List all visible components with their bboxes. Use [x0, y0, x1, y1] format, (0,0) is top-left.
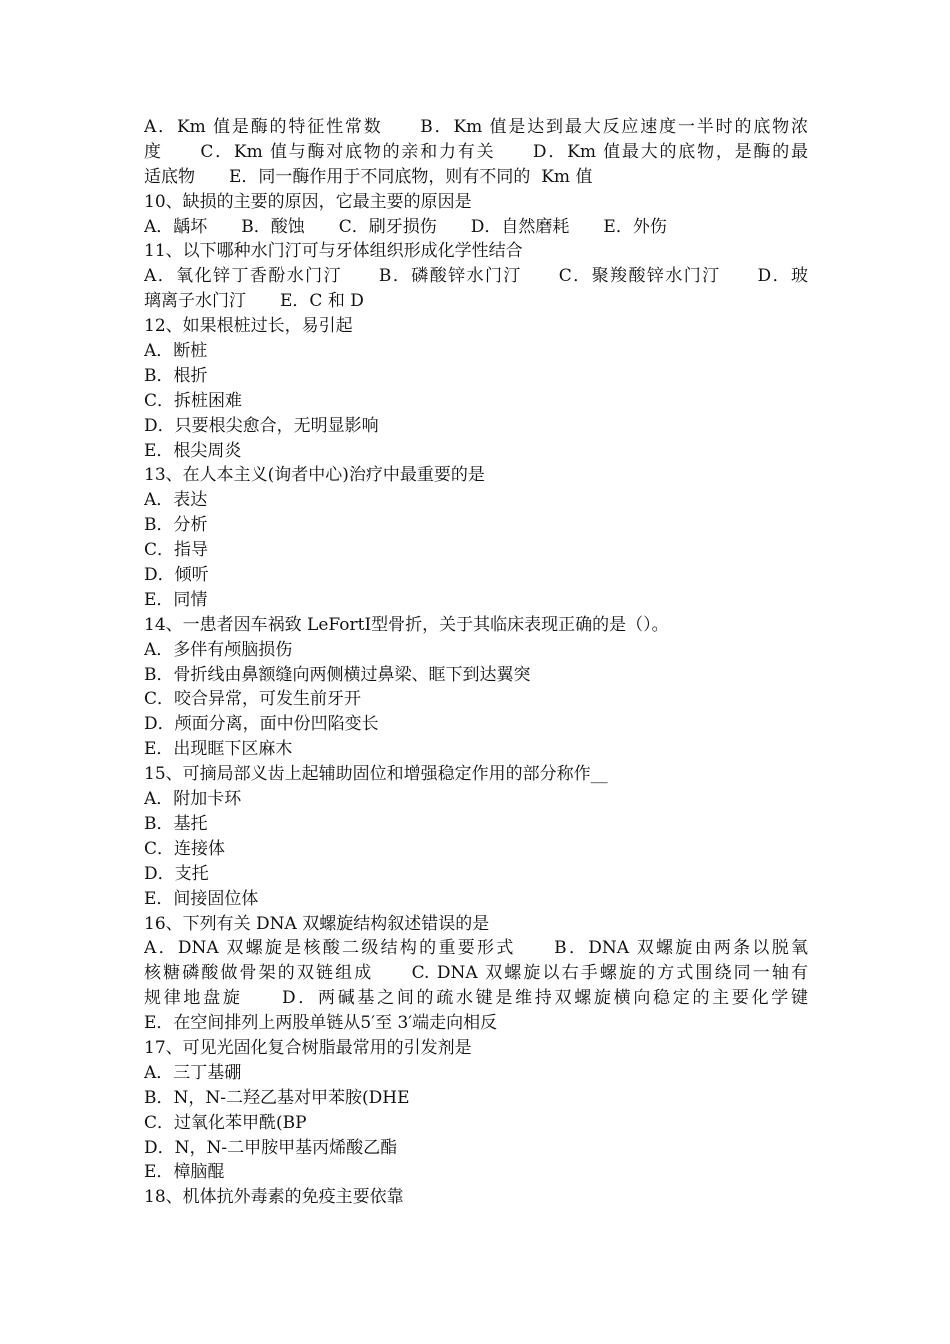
answer-option: C．连接体 — [144, 838, 226, 859]
answer-option: B．分析 — [144, 515, 208, 536]
answer-option: D．支托 — [144, 863, 209, 884]
answer-option: D．倾听 — [144, 565, 209, 586]
answer-option: E．樟脑醌 — [144, 1162, 225, 1183]
text-line: A．Km 值是酶的特征性常数 B．Km 值是达到最大反应速度一半时的底物浓 — [144, 117, 808, 137]
answer-option: D．只要根尖愈合，无明显影响 — [144, 415, 379, 436]
text-line: E．在空间排列上两股单链从5′至 3′端走向相反 — [144, 1013, 498, 1034]
answer-option: E．间接固位体 — [144, 888, 259, 909]
question-title: 12、如果根桩过长，易引起 — [144, 316, 353, 337]
text-line: 规律地盘旋 D．两碱基之间的疏水键是维持双螺旋横向稳定的主要化学键 — [144, 988, 808, 1009]
answer-option: C．指导 — [144, 540, 209, 561]
answer-option: E．同情 — [144, 589, 208, 610]
text-line: 核糖磷酸做骨架的双链组成 C. DNA 双螺旋以右手螺旋的方式围绕同一轴有 — [144, 963, 808, 984]
answer-option: C．咬合异常，可发生前牙开 — [144, 689, 362, 710]
answer-option: B．根折 — [144, 365, 208, 386]
question-title: 18、机体抗外毒素的免疫主要依靠 — [144, 1187, 404, 1208]
text-line: 璃离子水门汀 E．C 和 D — [144, 291, 364, 312]
answer-option: A．多伴有颅脑损伤 — [144, 639, 293, 660]
question-title: 15、可摘局部义齿上起辅助固位和增强稳定作用的部分称作__ — [144, 764, 608, 785]
question-title: 13、在人本主义(询者中心)治疗中最重要的是 — [144, 465, 485, 486]
answer-option: D．颅面分离，面中份凹陷变长 — [144, 714, 379, 735]
question-title: 14、一患者因车祸致 LeFortⅠ型骨折，关于其临床表现正确的是（）。 — [144, 614, 669, 635]
answer-option: E．出现眶下区麻木 — [144, 739, 293, 760]
text-line: 适底物 E．同一酶作用于不同底物，则有不同的 Km 值 — [144, 166, 593, 187]
answer-option: A．断桩 — [144, 341, 208, 362]
question-title: 16、下列有关 DNA 双螺旋结构叙述错误的是 — [144, 913, 490, 934]
question-title: 11、以下哪种水门汀可与牙体组织形成化学性结合 — [144, 241, 523, 262]
text-line: 度 C．Km 值与酶对底物的亲和力有关 D．Km 值最大的底物，是酶的最 — [144, 141, 808, 162]
answer-option: A．表达 — [144, 490, 208, 511]
document-text — [144, 115, 808, 1210]
text-line: A．龋坏 B．酸蚀 C．刷牙损伤 D．自然磨耗 E．外伤 — [144, 216, 667, 237]
answer-option: C．过氧化苯甲酰(BP — [144, 1112, 307, 1133]
answer-option: B．基托 — [144, 813, 208, 834]
question-title: 17、可见光固化复合树脂最常用的引发剂是 — [144, 1037, 472, 1058]
text-line: A．DNA 双螺旋是核酸二级结构的重要形式 B．DNA 双螺旋由两条以脱氧 — [144, 938, 808, 959]
answer-option: D．N，N-二甲胺甲基丙烯酸乙酯 — [144, 1137, 398, 1158]
answer-option: E．根尖周炎 — [144, 440, 242, 461]
answer-option: C．拆桩困难 — [144, 390, 243, 411]
answer-option: B．N，N-二羟乙基对甲苯胺(DHE — [144, 1087, 410, 1108]
answer-option: A．附加卡环 — [144, 789, 242, 810]
answer-option: A．三丁基硼 — [144, 1062, 242, 1083]
text-line: A．氧化锌丁香酚水门汀 B．磷酸锌水门汀 C．聚羧酸锌水门汀 D．玻 — [144, 266, 808, 287]
answer-option: B．骨折线由鼻额缝向两侧横过鼻梁、眶下到达翼突 — [144, 664, 531, 685]
question-title: 10、缺损的主要的原因，它最主要的原因是 — [144, 191, 472, 212]
